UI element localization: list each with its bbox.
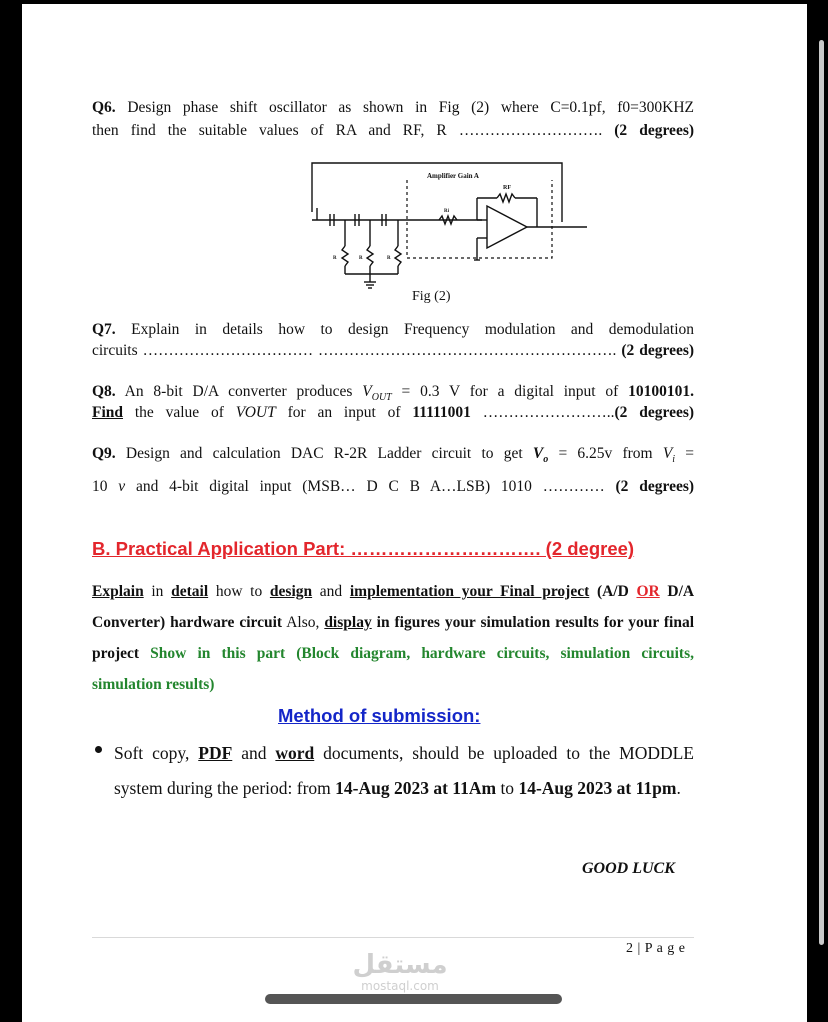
submission-bullet [114, 736, 694, 806]
watermark-latin: mostaql.com [361, 979, 439, 993]
section-b-title: B. Practical Application Part: …………………………. (2 degree) [92, 538, 635, 559]
q7-marks: (2 degrees) [621, 342, 695, 359]
explain-w3: detail [171, 583, 209, 600]
q6-text2: then find the suitable values of RA and RF, R [92, 122, 447, 139]
bullet-b8: 14-Aug 2023 at 11pm [518, 778, 677, 798]
q8-marks: (2 degrees) [614, 404, 695, 421]
explain-w12: display [324, 614, 372, 631]
q6-number: Q6. [92, 99, 116, 116]
q8-vout-v: V [362, 383, 372, 400]
scrollbar[interactable] [819, 40, 824, 945]
r-label-3: R [387, 256, 391, 261]
footer-divider [92, 937, 694, 938]
bullet-b5: documents, should be uploaded to the MODDLE system during the period: from [114, 743, 694, 798]
figure-caption: Fig (2) [412, 289, 451, 304]
q9-number: Q9. [92, 445, 116, 462]
q8-part4: the value of [134, 404, 224, 421]
q7-text: Explain in details how to design Frequency modulation and demodulation [131, 321, 695, 338]
q7-text2: circuits [92, 342, 138, 359]
watermark-arabic: مستقل [352, 950, 448, 980]
q8-input2: 11111001 [412, 404, 471, 421]
question-q9-line2 [92, 476, 694, 497]
bullet-icon [95, 746, 102, 753]
q8-part5: for an input of [287, 404, 401, 421]
r-label-2: R [359, 256, 363, 261]
explain-w6: and [319, 583, 343, 600]
q8-part1: An 8-bit D/A converter produces [124, 383, 353, 400]
question-q8-line2 [92, 402, 694, 423]
q9-part1: Design and calculation DAC R-2R Ladder circuit to get [125, 445, 523, 462]
q8-number: Q8. [92, 383, 116, 400]
q9-dots: ………… [542, 478, 605, 495]
r-label-1: R [333, 256, 337, 261]
q8-input1 [628, 383, 694, 400]
method-title: Method of submission: [278, 705, 481, 726]
q9-line2b: and 4-bit digital input (MSB… D C B A…LSB) 1010 [135, 478, 532, 495]
q8-vout2: VOUT [235, 404, 276, 421]
home-indicator[interactable] [265, 994, 562, 1004]
question-q9-line1 [92, 443, 694, 470]
bullet-b1: Soft copy, [114, 743, 190, 763]
question-q7-line2 [92, 340, 694, 361]
explain-w9: OR [636, 583, 660, 600]
question-q7-line1 [92, 319, 694, 340]
q9-vo-v: V [532, 445, 544, 462]
q8-input1-val: 10100101 [628, 383, 691, 400]
q8-part2: = 0.3 V for a digital input of [401, 383, 619, 400]
document-page [22, 4, 807, 1022]
bullet-b9: . [676, 778, 681, 798]
question-q6-line1 [92, 97, 694, 118]
question-q6-line2 [92, 120, 694, 141]
explain-w4: how to [215, 583, 263, 600]
page-number: 2 | P a g e [626, 941, 686, 956]
q9-line2v: v [118, 478, 126, 495]
q9-vi-sub: i [672, 454, 676, 466]
bullet-b3: and [241, 743, 267, 763]
bullet-b7: to [500, 778, 515, 798]
q9-part3: = [685, 445, 695, 462]
q7-number: Q7. [92, 321, 116, 338]
q8-vout-sub: OUT [371, 392, 392, 404]
q8-vout [362, 383, 392, 404]
explain-w7: implementation your Final project [349, 583, 590, 600]
q6-text: Design phase shift oscillator as shown in Fig (2) where C=0.1pf, f0=300KHZ [127, 99, 695, 116]
phase-shift-oscillator-figure [302, 158, 602, 296]
q8-period: . [690, 383, 694, 400]
q9-part2: = 6.25v from [558, 445, 653, 462]
amplifier-gain-label: Amplifier Gain A [427, 172, 479, 180]
explain-w10: D/A Converter) hardware circuit [92, 583, 695, 631]
mostaql-watermark [340, 950, 460, 992]
bullet-b4: word [275, 743, 315, 763]
q8-dots: …………………….. [482, 404, 615, 421]
q8-find: Find [92, 404, 124, 421]
q6-dots: ………………………. [458, 122, 603, 139]
ri-label: Ri [444, 209, 449, 214]
explain-w5: design [269, 583, 313, 600]
bullet-b2: PDF [198, 743, 233, 763]
q9-line2a: 10 [92, 478, 108, 495]
explain-green: Show in this part (Block diagram, hardware circuits, simulation circuits, simulation results) [92, 645, 694, 693]
explain-w13: in figures your simulation results for your final project [92, 614, 695, 662]
q9-vo [532, 445, 549, 466]
good-luck: GOOD LUCK [582, 860, 675, 877]
q9-vo-sub: o [543, 454, 549, 466]
q6-marks: (2 degrees) [614, 122, 695, 139]
explain-paragraph [92, 576, 694, 700]
q7-dots: …………………………… …………………………………………………. [142, 342, 617, 359]
rf-label: RF [503, 185, 511, 191]
explain-w8: (A/D [596, 583, 629, 600]
explain-w11: Also, [286, 614, 320, 631]
q9-marks: (2 degrees) [615, 478, 695, 495]
explain-w1: Explain [92, 583, 144, 600]
q9-vi-v: V [662, 445, 673, 462]
bullet-b6: 14-Aug 2023 at 11Am [335, 778, 497, 798]
explain-w2: in [151, 583, 164, 600]
q9-vi [662, 445, 676, 466]
